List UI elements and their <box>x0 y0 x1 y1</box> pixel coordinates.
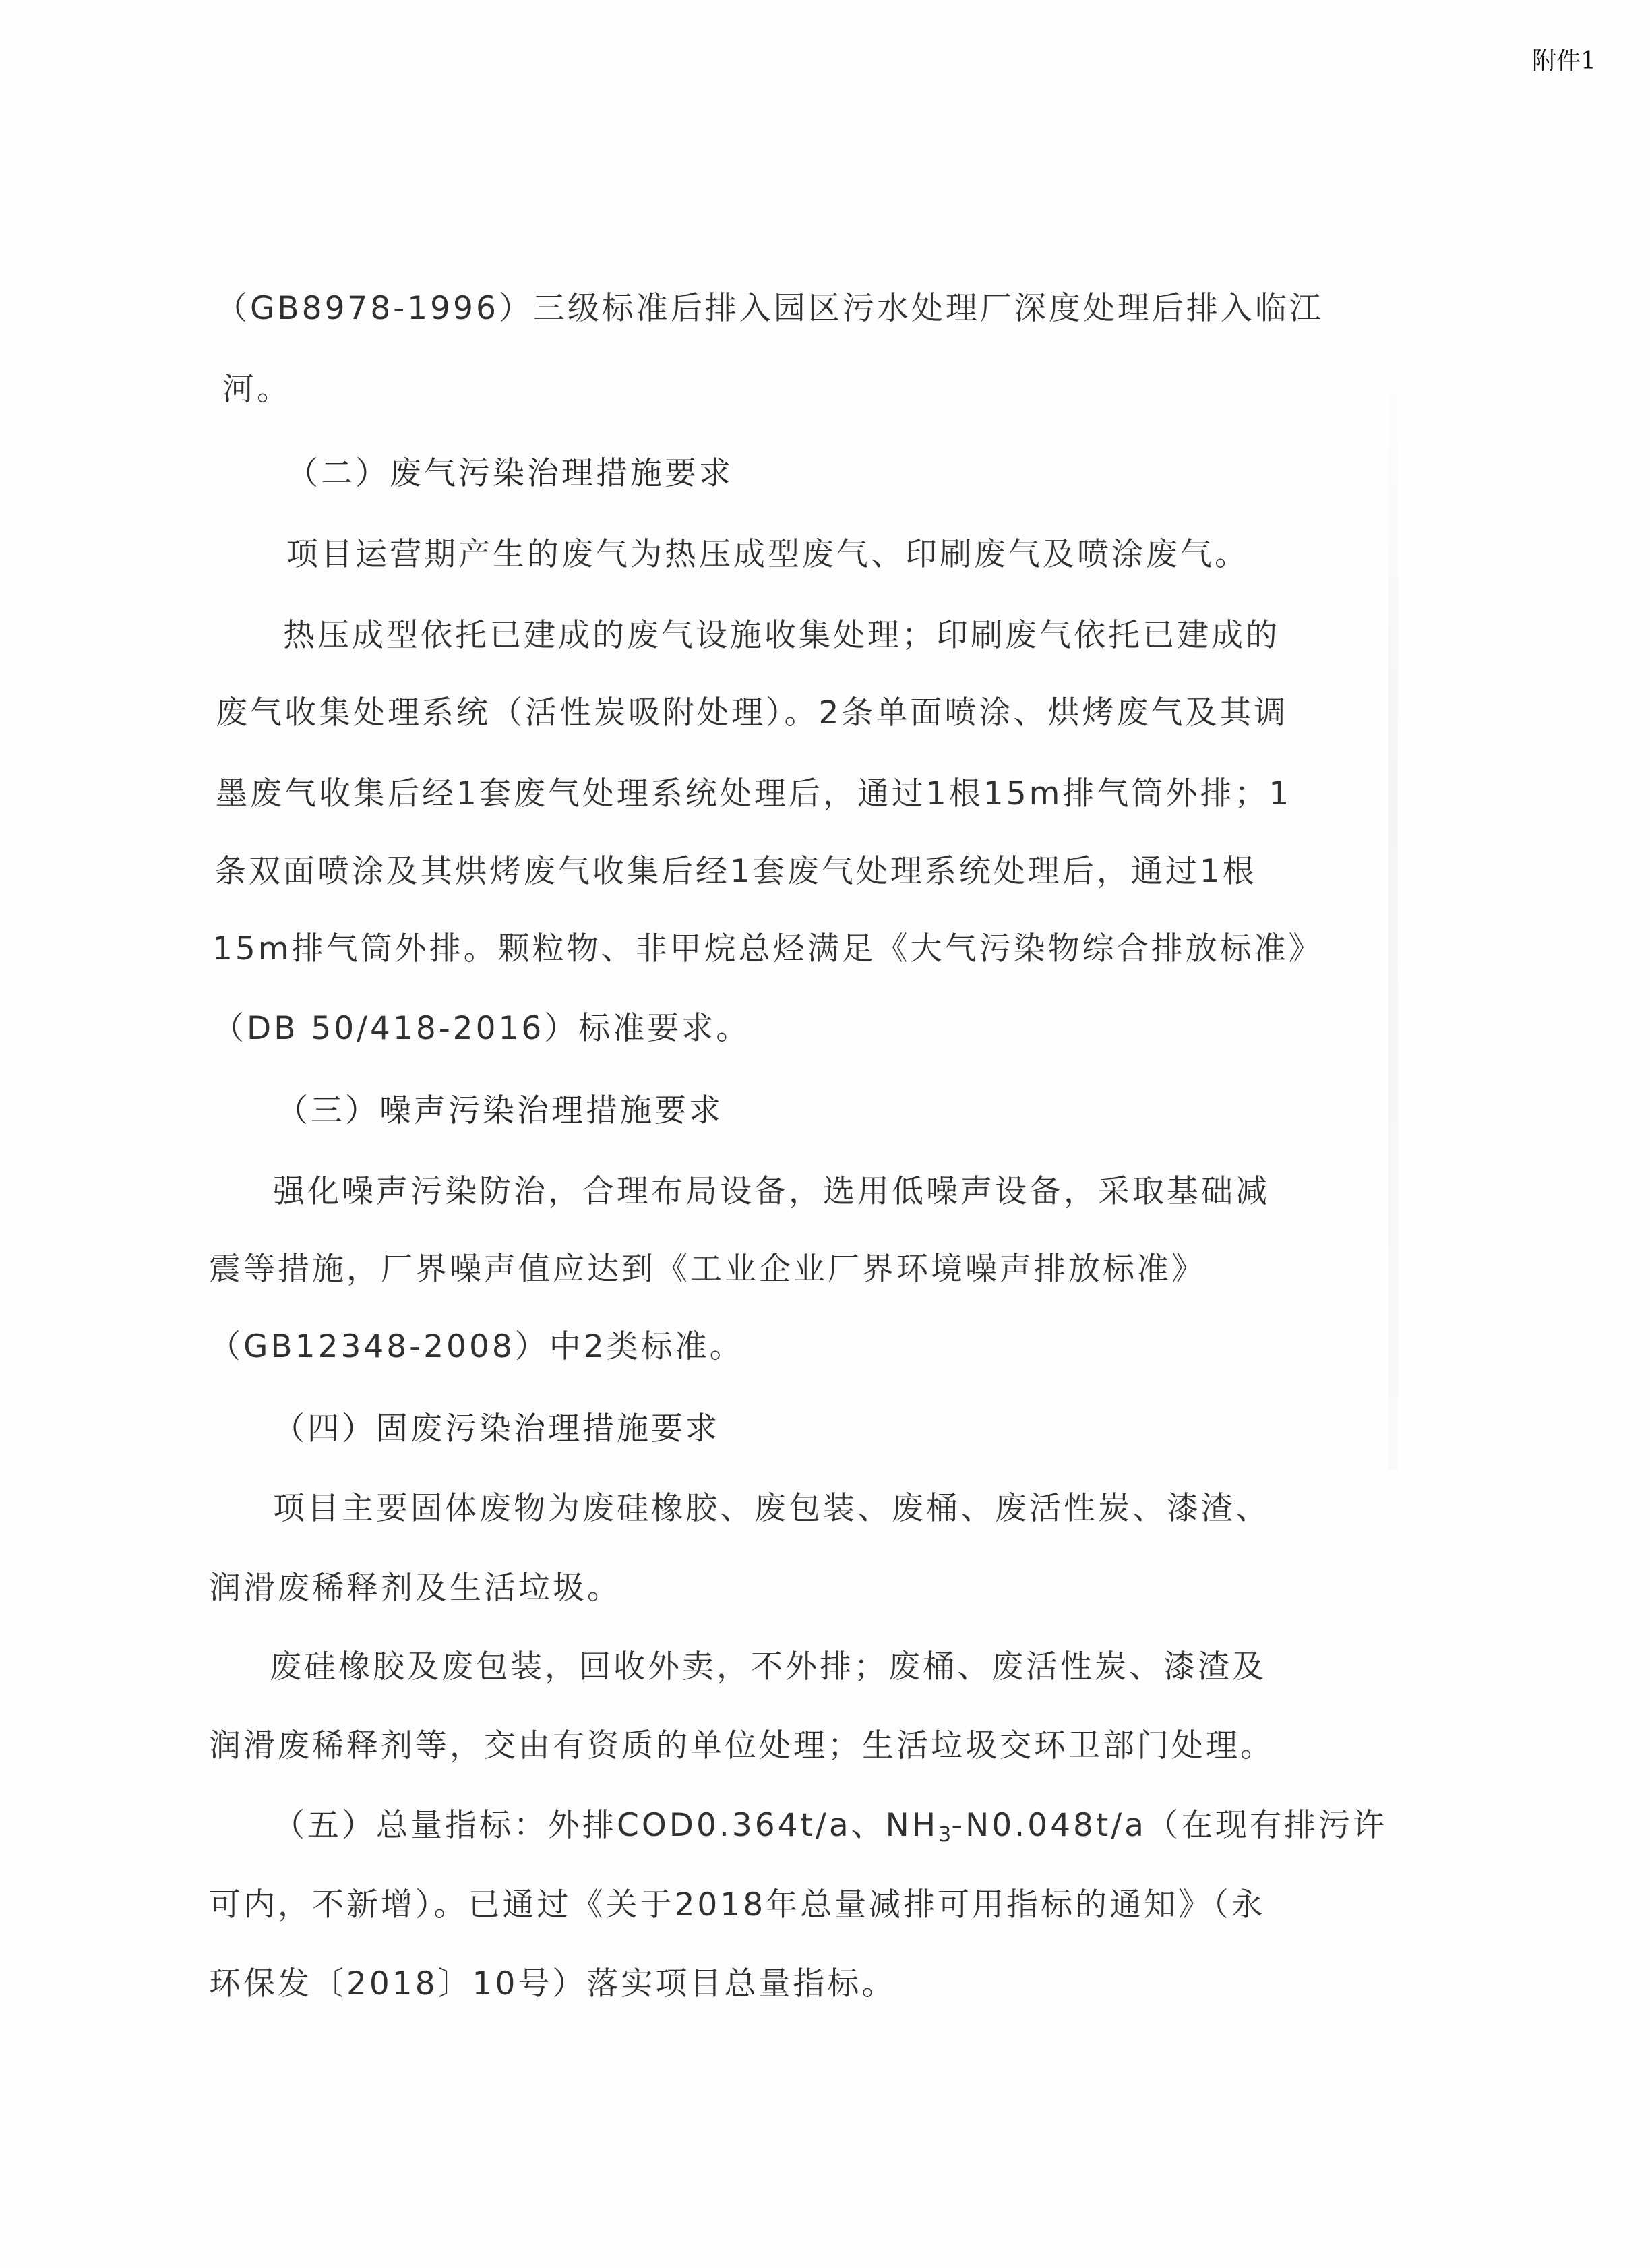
body-line: （DB 50/418-2016）标准要求。 <box>212 1010 751 1047</box>
nh3-subscript: 3 <box>938 1823 952 1847</box>
total-quota-post: -N0.048t/a（在现有排污许 <box>951 1807 1387 1844</box>
section-heading-solid-waste: （四）固废污染治理措施要求 <box>273 1410 720 1448</box>
scan-shadow <box>1388 324 1398 1470</box>
body-line: 15m排气筒外排。颗粒物、非甲烷总烃满足《大气污染物综合排放标准》 <box>212 930 1323 967</box>
total-quota-line <box>273 1800 1387 1847</box>
body-line: 热压成型依托已建成的废气设施收集处理；印刷废气依托已建成的 <box>283 617 1280 654</box>
body-line: 河。 <box>222 371 291 408</box>
body-line: 条双面喷涂及其烘烤废气收集后经1套废气处理系统处理后，通过1根 <box>214 853 1257 890</box>
body-line: 润滑废稀释剂等，交由有资质的单位处理；生活垃圾交环卫部门处理。 <box>209 1727 1275 1764</box>
body-line: 润滑废稀释剂及生活垃圾。 <box>209 1570 621 1607</box>
body-line: 强化噪声污染防治，合理布局设备，选用低噪声设备，采取基础减 <box>273 1173 1270 1210</box>
body-line: 墨废气收集后经1套废气处理系统处理后，通过1根15m排气筒外排；1 <box>216 775 1292 812</box>
section-heading-exhaust: （二）废气污染治理措施要求 <box>286 455 733 492</box>
section-heading-noise: （三）噪声污染治理措施要求 <box>276 1092 723 1129</box>
body-line: （GB8978-1996）三级标准后排入园区污水处理厂深度处理后排入临江 <box>216 290 1324 327</box>
body-line: （GB12348-2008）中2类标准。 <box>209 1328 744 1365</box>
body-line: 震等措施，厂界噪声值应达到《工业企业厂界环境噪声排放标准》 <box>209 1251 1206 1288</box>
attachment-label: 附件1 <box>1532 47 1596 75</box>
body-line: 项目运营期产生的废气为热压成型废气、印刷废气及喷涂废气。 <box>286 536 1249 573</box>
total-quota-pre: （五）总量指标：外排COD0.364t/a、NH <box>273 1807 939 1844</box>
body-line: 项目主要固体废物为废硅橡胶、废包装、废桶、废活性炭、漆渣、 <box>273 1490 1270 1527</box>
body-line: 废气收集处理系统（活性炭吸附处理）。2条单面喷涂、烘烤废气及其调 <box>216 694 1289 732</box>
body-line: 可内，不新增）。已通过《关于2018年总量减排可用指标的通知》（永 <box>209 1886 1266 1923</box>
body-line: 废硅橡胶及废包装，回收外卖，不外排；废桶、废活性炭、漆渣及 <box>270 1648 1266 1685</box>
body-line: 环保发〔2018〕10号）落实项目总量指标。 <box>209 1965 896 2002</box>
